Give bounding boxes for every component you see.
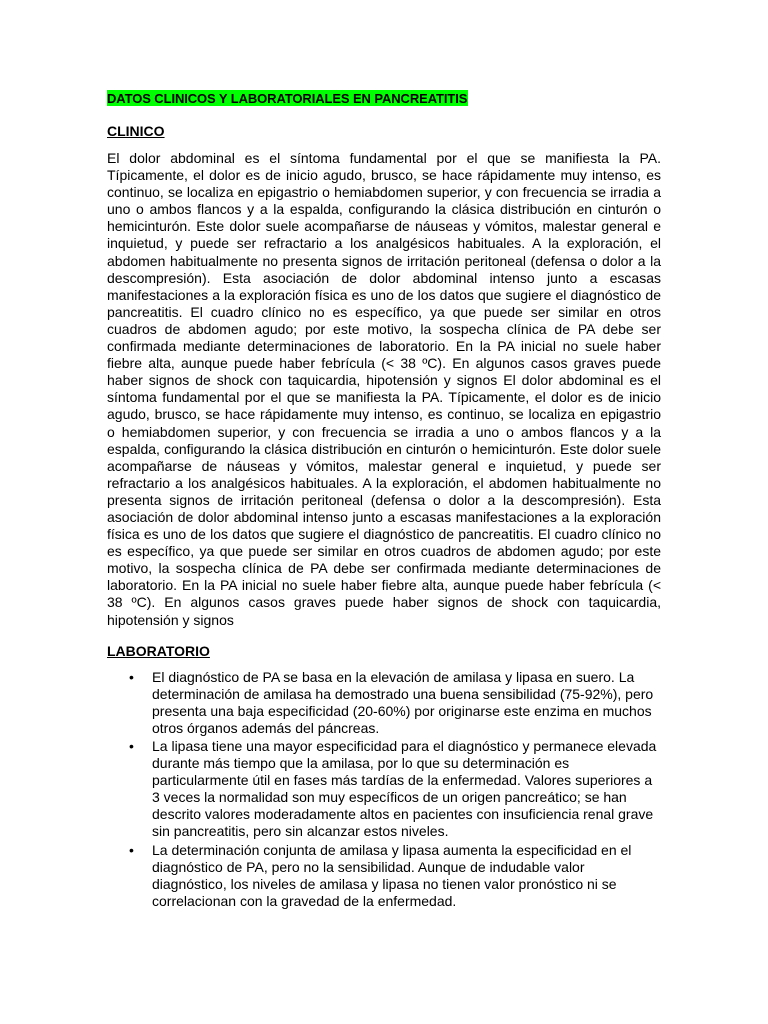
- clinico-paragraph: El dolor abdominal es el síntoma fundamental por el que se manifiesta la PA. Típicamente, el dolor es de inicio agudo, brusco, se hace rápidamente muy intenso, es continuo, se localiza en epigastrio o hemiabdomen superior, y con frecuencia se irradia a uno o ambos flancos y a la espalda, configurando la clásica distribución en cinturón o hemicinturón. Este dolor suele acompañarse de náuseas y vómitos, malestar general e inquietud, y puede ser refractario a los analgésicos habituales. A la exploración, el abdomen habitualmente no presenta signos de irritación peritoneal (defensa o dolor a la descompresión). Esta asociación de dolor abdominal intenso junto a escasas manifestaciones a la exploración física es uno de los datos que sugiere el diagnóstico de pancreatitis. El cuadro clínico no es específico, ya que puede ser similar en otros cuadros de abdomen agudo; por este motivo, la sospecha clínica de PA debe ser confirmada mediante determinaciones de laboratorio. En la PA inicial no suele haber fiebre alta, aunque puede haber febrícula (< 38 ºC). En algunos casos graves puede haber signos de shock con taquicardia, hipotensión y signos El dolor abdominal es el síntoma fundamental por el que se manifiesta la PA. Típicamente, el dolor es de inicio agudo, brusco, se hace rápidamente muy intenso, es continuo, se localiza en epigastrio o hemiabdomen superior, y con frecuencia se irradia a uno o ambos flancos y a la espalda, configurando la clásica distribución en cinturón o hemicinturón. Este dolor suele acompañarse de náuseas y vómitos, malestar general e inquietud, y puede ser refractario a los analgésicos habituales. A la exploración, el abdomen habitualmente no presenta signos de irritación peritoneal (defensa o dolor a la descompresión). Esta asociación de dolor abdominal intenso junto a escasas manifestaciones a la exploración física es uno de los datos que sugiere el diagnóstico de pancreatitis. El cuadro clínico no es específico, ya que puede ser similar en otros cuadros de abdomen agudo; por este motivo, la sospecha clínica de PA debe ser confirmada mediante determinaciones de laboratorio. En la PA inicial no suele haber fiebre alta, aunque puede haber febrícula (< 38 ºC). En algunos casos graves puede haber signos de shock con taquicardia, hipotensión y signos: [107, 150, 661, 628]
- bullet-icon: •: [129, 668, 134, 685]
- list-item-text: La determinación conjunta de amilasa y lipasa aumenta la especificidad en el diagnóstico de PA, pero no la sensibilidad. Aunque de indudable valor diagnóstico, los niveles de amilasa y lipasa no tienen valor pronóstico ni se correlacionan con la gravedad de la enfermedad.: [152, 841, 632, 909]
- clinico-heading: CLINICO: [107, 123, 165, 139]
- list-item-text: El diagnóstico de PA se basa en la elevación de amilasa y lipasa en suero. La determinación de amilasa ha demostrado una buena sensibilidad (75-92%), pero presenta una baja especificidad (20-60%) por originarse este enzima en muchos otros órganos además del páncreas.: [152, 668, 654, 736]
- document-page: [107, 90, 661, 911]
- document-title: DATOS CLINICOS Y LABORATORIALES EN PANCREATITIS: [107, 91, 468, 106]
- bullet-icon: •: [129, 738, 134, 754]
- bullet-icon: •: [129, 841, 134, 858]
- list-item-text: La lipasa tiene una mayor especificidad para el diagnóstico y permanece elevada durante más tiempo que la amilasa, por lo que su determinación es particularmente útil en fases más tardías de la enfermedad. Valores superiores a 3 veces la normalidad son muy específicos de un origen pancreático; se han descrito valores moderadamente altos en pacientes con insuficiencia renal grave sin pancreatitis, pero sin alcanzar estos niveles.: [152, 738, 657, 840]
- laboratorio-list: [107, 669, 661, 910]
- list-item: [107, 738, 661, 841]
- list-item: [107, 842, 661, 910]
- laboratorio-heading: LABORATORIO: [107, 642, 210, 659]
- list-item: [107, 669, 661, 737]
